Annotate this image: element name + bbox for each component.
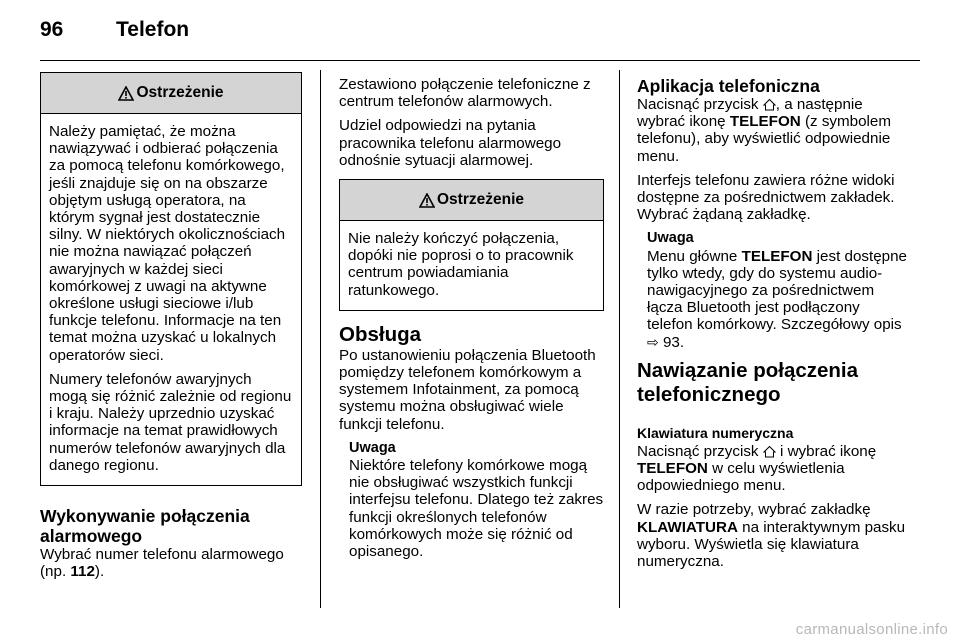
- warning-box: [339, 179, 604, 311]
- note-title: Uwaga: [349, 439, 396, 456]
- chapter-title: Telefon: [116, 18, 190, 41]
- warning-paragraph: Nie należy kończyć połączenia, dopóki nie poprosi o to pracownik centrum powiadamiania ratunkowego.: [348, 230, 574, 299]
- paragraph: W razie potrzeby, wybrać zakładkę KLAWIATURA na interaktywnym pasku wyboru. Wyświetla się klawiatura numeryczna.: [637, 501, 906, 571]
- note-block: [637, 230, 907, 350]
- paragraph: Udziel odpowiedzi na pytania pracownika telefonu alarmowego odnośnie sytuacji alarmowej.: [339, 117, 562, 169]
- warning-body: [41, 114, 301, 485]
- note-title: Uwaga: [647, 230, 694, 247]
- emergency-call-text: Wybrać numer telefonu alarmowego (np. 112).: [40, 546, 284, 581]
- note-block: [339, 440, 604, 560]
- warning-body: [340, 221, 603, 310]
- paragraph: Po ustanowieniu połączenia Bluetooth pomiędzy telefonem komórkowym a systemem Infotainment, za pomocą systemu można obsługiwać wiele funkcji telefonu.: [339, 346, 596, 433]
- paragraph: Nacisnąć przycisk , a następnie wybrać ikonę TELEFON (z symbolem telefonu), aby wyświetlić odpowiednie menu.: [637, 96, 892, 165]
- column-1: [40, 72, 302, 587]
- emergency-number: 112: [70, 563, 95, 581]
- warning-triangle-icon: [118, 86, 134, 101]
- header-rule: [40, 60, 920, 61]
- warning-triangle-icon: [419, 193, 435, 208]
- note-text: Menu główne TELEFON jest dostępne tylko wtedy, gdy do systemu audio-nawigacyjnego za pośrednictwem łącza Bluetooth jest podłączony telefon komórkowy. Szczegółowy opis ⇨ 93.: [647, 247, 908, 351]
- warning-paragraph: Należy pamiętać, że można nawiązywać i odbierać połączenia za pomocą telefonu komórkowego, jeśli znajduje się on na obszarze objętym usługą operatora, na którym sygnał jest dostatecznie silny. W niektórych okolicznościach nie można nawiązać połączeń awaryjnych w każdej sieci komórkowej z uwagi na aktywne określone usługi sieciowe i/lub funkcje telefonu. Informacje na ten temat można uzyskać u lokalnych operatorów sieci.: [49, 123, 286, 364]
- warning-box: [40, 72, 302, 486]
- paragraph: Interfejs telefonu zawiera różne widoki dostępne za pośrednictwem zakładek. Wybrać żądaną zakładkę.: [637, 171, 895, 224]
- home-icon: [763, 98, 776, 111]
- watermark: carmanualsonline.info: [795, 621, 948, 638]
- page-header: [40, 18, 189, 48]
- page-reference: 93.: [662, 333, 685, 351]
- page-number: 96: [40, 18, 64, 41]
- subheading-keypad: Klawiatura numeryczna: [637, 424, 794, 441]
- paragraph: Zestawiono połączenie telefoniczne z centrum telefonów alarmowych.: [339, 76, 591, 111]
- section-heading-make-call: Nawiązanie połączenia telefonicznego: [637, 358, 859, 406]
- note-text: Niektóre telefony komórkowe mogą nie obsługiwać wszystkich funkcji interfejsu telefonu. Dlatego też zakres funkcji określonych telefonów komórkowych może się różnić od opisanego.: [349, 457, 604, 561]
- column-divider: [320, 70, 321, 608]
- section-heading-emergency-call: Wykonywanie połączenia alarmowego: [40, 506, 250, 547]
- page-ref-arrow-icon: ⇨: [647, 333, 659, 350]
- paragraph: Nacisnąć przycisk i wybrać ikonę TELEFON w celu wyświetlenia odpowiedniego menu.: [637, 442, 877, 495]
- home-icon: [763, 445, 776, 458]
- section-heading-phone-app: Aplikacja telefoniczna: [637, 76, 820, 96]
- column-3: [637, 76, 907, 577]
- column-divider: [619, 70, 620, 608]
- section-heading-operation: Obsługa: [339, 322, 422, 346]
- warning-paragraph: Numery telefonów awaryjnych mogą się różnić zależnie od regionu i kraju. Należy uprzednio uzyskać informacje na temat prawidłowych numerów telefonów awaryjnych dla danego regionu.: [49, 370, 292, 474]
- warning-header: [340, 180, 603, 221]
- warning-title: Ostrzeżenie: [436, 191, 524, 209]
- warning-header: [41, 73, 301, 114]
- column-2: [339, 76, 604, 568]
- warning-title: Ostrzeżenie: [136, 84, 224, 102]
